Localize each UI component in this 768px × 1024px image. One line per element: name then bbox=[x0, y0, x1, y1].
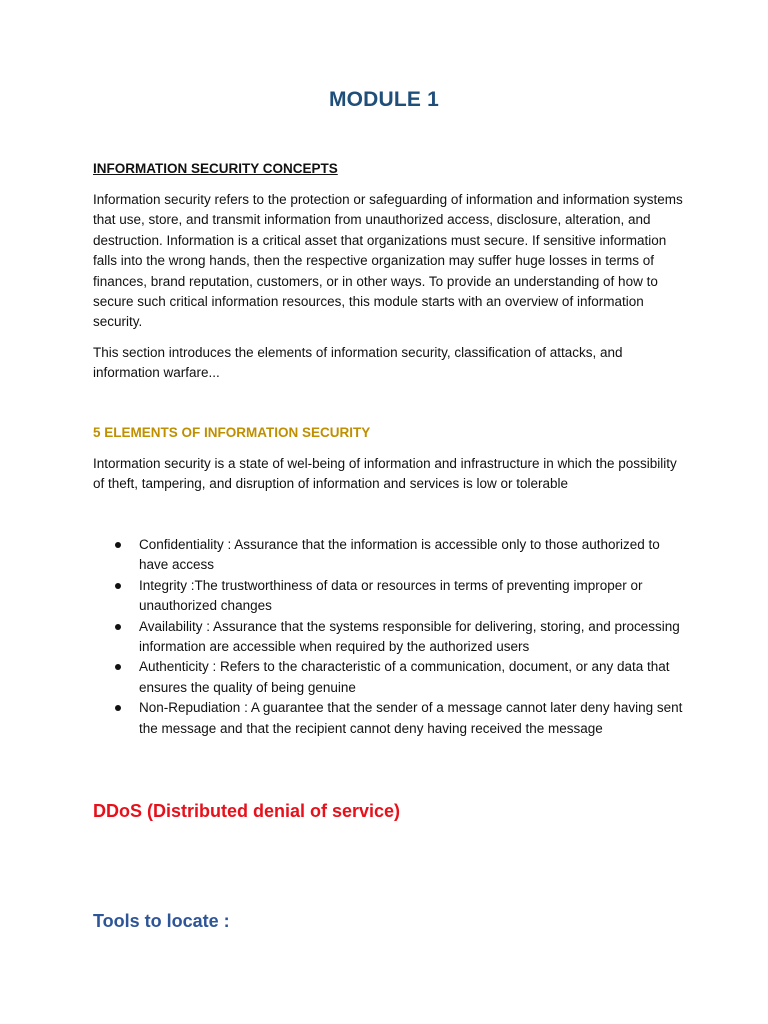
bullet-icon bbox=[115, 705, 121, 711]
bullet-icon bbox=[115, 624, 121, 630]
concepts-paragraph-2: This section introduces the elements of information security, classification of attacks, and information warfare... bbox=[93, 345, 623, 381]
element-confidentiality: Confidentiality : Assurance that the information is accessible only to those authorized to have access bbox=[139, 537, 660, 573]
elements-intro: Intormation security is a state of wel-being of information and infrastructure in which the possibility of theft, tampering, and disruption of information and services is low or tolerable bbox=[93, 456, 677, 492]
elements-heading: 5 ELEMENTS OF INFORMATION SECURITY bbox=[93, 425, 371, 440]
concepts-paragraph-1: Information security refers to the protection or safeguarding of information and information systems that use, store, and transmit information from unauthorized access, disclosure, alteration, and destruction. Information is a critical asset that organizations must secure. If sensitive information falls into the wrong hands, then the respective organization may suffer huge losses in terms of finances, brand reputation, customers, or in other ways. To provide an understanding of how to secure such critical information resources, this module starts with an overview of information security. bbox=[93, 192, 683, 330]
list-item bbox=[93, 617, 683, 658]
list-item bbox=[93, 535, 683, 576]
element-authenticity: Authenticity : Refers to the characteristic of a communication, document, or any data that ensures the quality of being genuine bbox=[139, 659, 670, 695]
element-availability: Availability : Assurance that the systems responsible for delivering, storing, and processing information are accessible when required by the authorized users bbox=[139, 618, 680, 655]
list-item bbox=[93, 576, 683, 617]
element-non-repudiation: Non-Repudiation : A guarantee that the sender of a message cannot later deny having sent the message and that the recipient cannot deny having received the message bbox=[139, 700, 683, 736]
bullet-icon bbox=[115, 542, 121, 548]
ddos-heading: DDoS (Distributed denial of service) bbox=[93, 801, 401, 821]
page-title: MODULE 1 bbox=[328, 88, 440, 111]
list-item bbox=[93, 657, 683, 698]
tools-heading: Tools to locate : bbox=[93, 911, 230, 931]
elements-list bbox=[93, 535, 683, 739]
element-integrity: Integrity :The trustworthiness of data or resources in terms of preventing improper or unauthorized changes bbox=[139, 577, 643, 614]
bullet-icon bbox=[115, 583, 121, 589]
bullet-icon bbox=[115, 664, 121, 670]
concepts-heading: INFORMATION SECURITY CONCEPTS bbox=[93, 161, 338, 176]
list-item bbox=[93, 698, 683, 739]
